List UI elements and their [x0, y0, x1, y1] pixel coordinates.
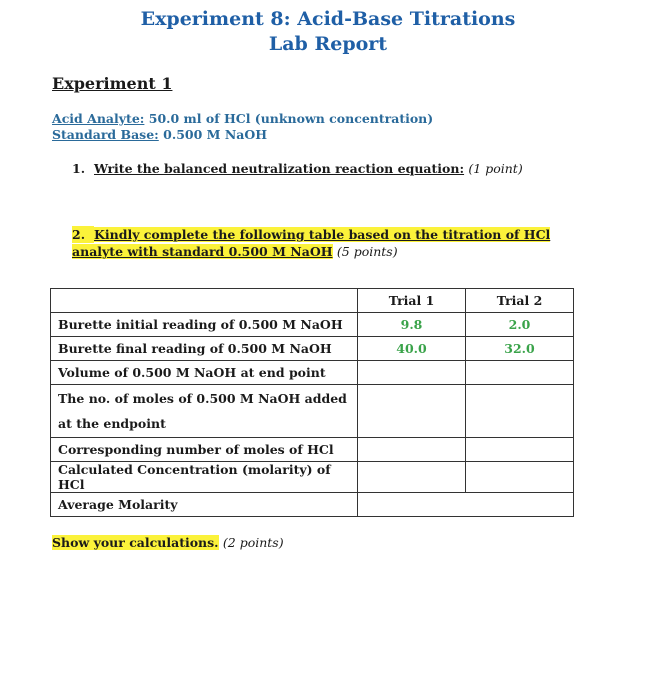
experiment-heading: Experiment 1: [52, 74, 173, 93]
report-subtitle: Lab Report: [268, 33, 388, 55]
trial-2-cell[interactable]: 2.0: [466, 313, 574, 337]
table-header-cell: Trial 1: [358, 289, 466, 313]
trial-1-cell[interactable]: [358, 385, 466, 438]
calculations-prompt: [52, 535, 284, 550]
trial-1-cell[interactable]: [358, 438, 466, 462]
report-title: Experiment 8: Acid-Base Titrations: [140, 8, 516, 30]
table-row: [51, 462, 574, 493]
question-1-number: 1.: [72, 161, 86, 176]
trial-2-cell[interactable]: [466, 462, 574, 493]
calculations-points: (2 points): [222, 535, 284, 550]
acid-analyte-line: [52, 111, 433, 126]
question-1-points: (1 point): [468, 161, 523, 176]
table-row: [51, 438, 574, 462]
standard-base-line: [52, 127, 267, 142]
row-label: Average Molarity: [51, 493, 358, 517]
row-label: Burette initial reading of 0.500 M NaOH: [51, 313, 358, 337]
trial-1-cell[interactable]: [358, 462, 466, 493]
table-row: [51, 337, 574, 361]
question-2-points: (5 points): [336, 244, 398, 259]
row-label: Volume of 0.500 M NaOH at end point: [51, 361, 358, 385]
average-molarity-cell[interactable]: [358, 493, 574, 517]
titration-table: [50, 288, 574, 517]
row-label: Burette final reading of 0.500 M NaOH: [51, 337, 358, 361]
trial-1-cell[interactable]: 9.8: [358, 313, 466, 337]
trial-1-cell[interactable]: 40.0: [358, 337, 466, 361]
table-header-row: [51, 289, 574, 313]
standard-base-value: 0.500 M NaOH: [163, 127, 268, 142]
acid-analyte-label: Acid Analyte:: [52, 111, 145, 126]
question-2: [72, 226, 562, 260]
row-label: Calculated Concentration (molarity) of HCl: [51, 462, 358, 493]
trial-1-cell[interactable]: [358, 361, 466, 385]
table-row: [51, 493, 574, 517]
row-label: Corresponding number of moles of HCl: [51, 438, 358, 462]
table-row: [51, 361, 574, 385]
question-2-number: 2.: [72, 226, 94, 243]
trial-2-cell[interactable]: [466, 438, 574, 462]
trial-2-cell[interactable]: [466, 385, 574, 438]
table-row: [51, 385, 574, 438]
trial-2-cell[interactable]: [466, 361, 574, 385]
calculations-text: Show your calculations.: [52, 535, 219, 550]
table-header-cell: Trial 2: [466, 289, 574, 313]
question-1: [72, 160, 523, 177]
trial-2-cell[interactable]: 32.0: [466, 337, 574, 361]
question-1-text: Write the balanced neutralization reaction equation:: [94, 161, 465, 176]
acid-analyte-value: 50.0 ml of HCl (unknown concentration): [148, 111, 434, 126]
question-2-text: Kindly complete the following table based on the titration of HCl analyte with standard 0.500 M NaOH: [72, 227, 551, 259]
table-row: [51, 313, 574, 337]
row-label: The no. of moles of 0.500 M NaOH added at the endpoint: [51, 385, 358, 438]
table-header-cell: [51, 289, 358, 313]
standard-base-label: Standard Base:: [52, 127, 159, 142]
